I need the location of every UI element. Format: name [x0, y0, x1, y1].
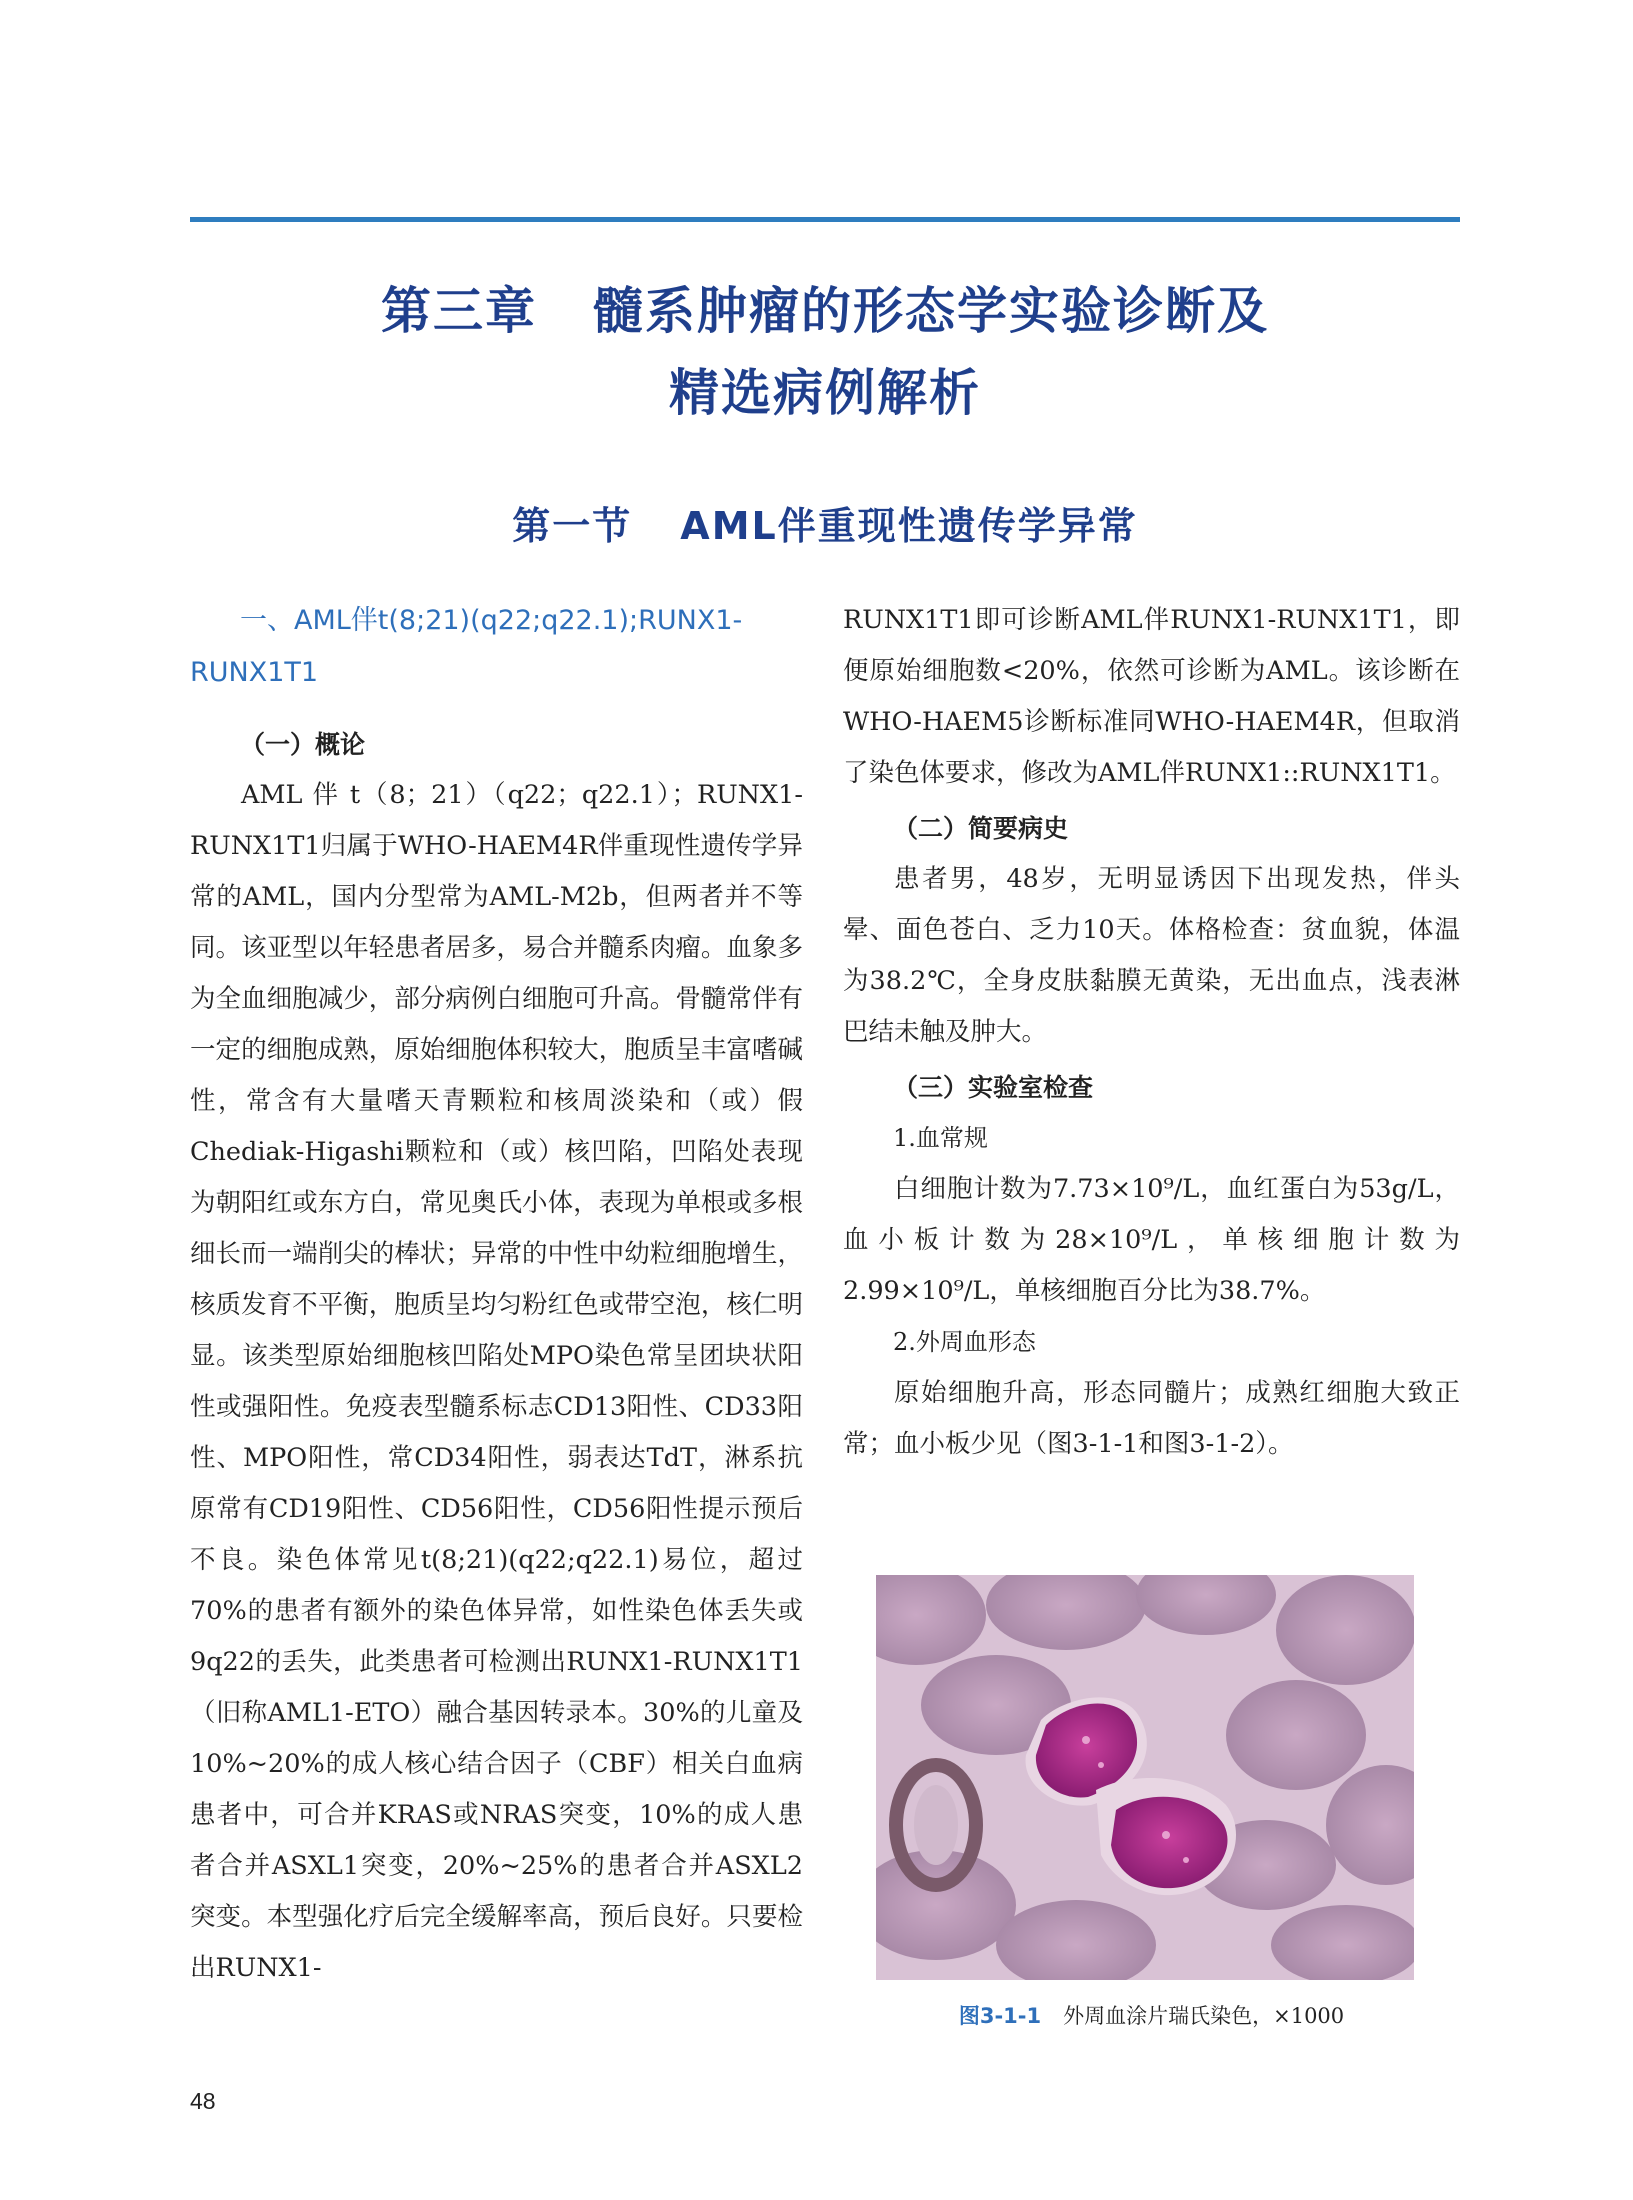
- section-title-text: AML伴重现性遗传学异常: [680, 504, 1138, 548]
- heading-lab: （三）实验室检查: [893, 1073, 1094, 1102]
- heading-blood-routine: 1.血常规: [893, 1124, 988, 1152]
- chapter-title-line1: 髓系肿瘤的形态学实验诊断及: [593, 282, 1269, 340]
- section-title: [190, 495, 1460, 550]
- chapter-title-line2: 精选病例解析: [669, 364, 981, 422]
- right-column: [843, 595, 1460, 1470]
- blood-smear-image: [876, 1575, 1414, 1980]
- heading-overview: （一）概论: [240, 730, 366, 759]
- subheading-line1: 一、AML伴t(8;21)(q22;q22.1);RUNX1-: [240, 605, 743, 636]
- peripheral-paragraph: 原始细胞升高，形态同髓片；成熟红细胞大致正常；血小板少见（图3-1-1和图3-1-2）。: [843, 1378, 1460, 1459]
- top-rule: [190, 217, 1460, 222]
- section-label: 第一节: [512, 504, 633, 548]
- history-paragraph: 患者男，48岁，无明显诱因下出现发热，伴头晕、面色苍白、乏力10天。体格检查：贫血貌，体温为38.2℃，全身皮肤黏膜无黄染，无出血点，浅表淋巴结未触及肿大。: [843, 864, 1460, 1047]
- subheading-line2: RUNX1T1: [190, 657, 319, 688]
- continued-paragraph: RUNX1T1即可诊断AML伴RUNX1-RUNX1T1，即便原始细胞数<20%，依然可诊断为AML。该诊断在WHO-HAEM5诊断标准同WHO-HAEM4R，但取消了染色体要求，修改为AML伴RUNX1::RUNX1T1。: [843, 605, 1460, 788]
- overview-paragraph: AML 伴 t（8；21）（q22；q22.1）；RUNX1-RUNX1T1归属于WHO-HAEM4R伴重现性遗传学异常的AML，国内分型常为AML-M2b，但两者并不等同。该亚型以年轻患者居多，易合并髓系肉瘤。血象多为全血细胞减少，部分病例白细胞可升高。骨髓常伴有一定的细胞成熟，原始细胞体积较大，胞质呈丰富嗜碱性，常含有大量嗜天青颗粒和核周淡染和（或）假Chediak-Higashi颗粒和（或）核凹陷，凹陷处表现为朝阳红或东方白，常见奥氏小体，表现为单根或多根细长而一端削尖的棒状；异常的中性中幼粒细胞增生，核质发育不平衡，胞质呈均匀粉红色或带空泡，核仁明显。该类型原始细胞核凹陷处MPO染色常呈团块状阳性或强阳性。免疫表型髓系标志CD13阳性、CD33阳性、MPO阳性，常CD34阳性，弱表达TdT，淋系抗原常有CD19阳性、CD56阳性，CD56阳性提示预后不良。染色体常见t(8;21)(q22;q22.1)易位，超过70%的患者有额外的染色体异常，如性染色体丢失或9q22的丢失，此类患者可检测出RUNX1-RUNX1T1（旧称AML1-ETO）融合基因转录本。30%的儿童及10%~20%的成人核心结合因子（CBF）相关白血病患者中，可合并KRAS或NRAS突变，10%的成人患者合并ASXL1突变，20%~25%的患者合并ASXL2突变。本型强化疗后完全缓解率高，预后良好。只要检出RUNX1-: [190, 780, 803, 1983]
- page-number: 48: [190, 2088, 216, 2114]
- figure-caption-number: 图3-1-1: [958, 2004, 1042, 2028]
- figure-blood-smear: [876, 1575, 1414, 1980]
- chapter-title: [190, 270, 1460, 434]
- heading-history: （二）简要病史: [893, 814, 1069, 843]
- subheading: [190, 595, 803, 699]
- figure-caption: [843, 2000, 1460, 2030]
- blood-routine-paragraph: 白细胞计数为7.73×10⁹/L，血红蛋白为53g/L，血小板计数为28×10⁹/L，单核细胞计数为2.99×10⁹/L，单核细胞百分比为38.7%。: [843, 1174, 1460, 1306]
- heading-peripheral: 2.外周血形态: [893, 1328, 1036, 1356]
- figure-caption-text: 外周血涂片瑞氏染色，×1000: [1063, 2004, 1345, 2028]
- left-column: [190, 595, 803, 1994]
- chapter-label: 第三章: [381, 282, 537, 340]
